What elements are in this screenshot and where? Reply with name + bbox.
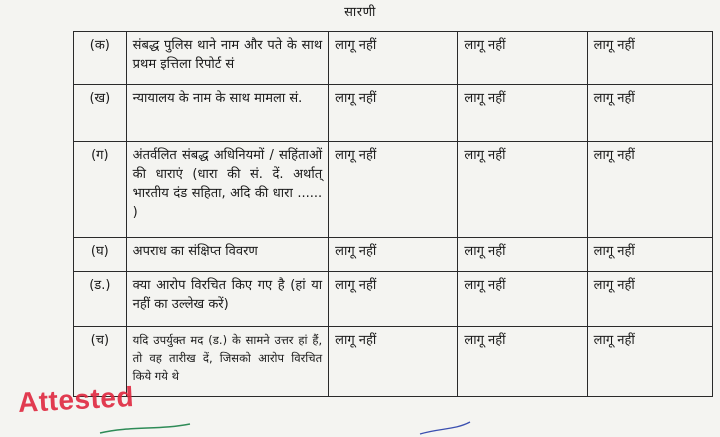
value-cell: लागू नहीं xyxy=(587,238,712,272)
value-cell: लागू नहीं xyxy=(587,327,712,397)
value-cell: लागू नहीं xyxy=(458,238,587,272)
value-cell: लागू नहीं xyxy=(329,142,458,238)
value-cell: लागू नहीं xyxy=(329,238,458,272)
table-row xyxy=(74,327,713,397)
value-cell: लागू नहीं xyxy=(458,85,587,142)
row-label: (घ) xyxy=(74,238,127,272)
row-description: अपराध का संक्षिप्त विवरण xyxy=(126,238,328,272)
row-description: यदि उपर्युक्त मद (ड.) के सामने उत्तर हां हैं, तो वह तारीख दें, जिसको आरोप विरचित किये गये थे xyxy=(126,327,328,397)
row-label: (च) xyxy=(74,327,127,397)
value-cell: लागू नहीं xyxy=(458,32,587,85)
value-cell: लागू नहीं xyxy=(587,32,712,85)
page-title: सारणी xyxy=(344,5,376,20)
row-label: (ग) xyxy=(74,142,127,238)
value-cell: लागू नहीं xyxy=(329,272,458,327)
row-label: (ख) xyxy=(74,85,127,142)
row-label: (ड.) xyxy=(74,272,127,327)
value-cell: लागू नहीं xyxy=(587,142,712,238)
details-table xyxy=(73,31,713,397)
value-cell: लागू नहीं xyxy=(458,327,587,397)
table-row xyxy=(74,142,713,238)
value-cell: लागू नहीं xyxy=(458,272,587,327)
table-row xyxy=(74,272,713,327)
value-cell: लागू नहीं xyxy=(329,327,458,397)
signature-scribble xyxy=(60,418,700,437)
row-description: संबद्ध पुलिस थाने नाम और पते के साथ प्रथम इत्तिला रिपोर्ट सं xyxy=(126,32,328,85)
row-description: न्यायालय के नाम के साथ मामला सं. xyxy=(126,85,328,142)
row-label: (क) xyxy=(74,32,127,85)
attested-stamp: Attested xyxy=(17,380,135,419)
table-row xyxy=(74,238,713,272)
table-row xyxy=(74,85,713,142)
table-row xyxy=(74,32,713,85)
value-cell: लागू नहीं xyxy=(458,142,587,238)
value-cell: लागू नहीं xyxy=(587,272,712,327)
row-description: क्या आरोप विरचित किए गए है (हां या नहीं का उल्लेख करें) xyxy=(126,272,328,327)
row-description: अंतर्वलित संबद्ध अधिनियमों / सहिंताओं की धाराएं (धारा की सं. दें. अर्थात् भारतीय दंड सहिता, अदि की धारा ...... ) xyxy=(126,142,328,238)
value-cell: लागू नहीं xyxy=(329,32,458,85)
value-cell: लागू नहीं xyxy=(329,85,458,142)
value-cell: लागू नहीं xyxy=(587,85,712,142)
